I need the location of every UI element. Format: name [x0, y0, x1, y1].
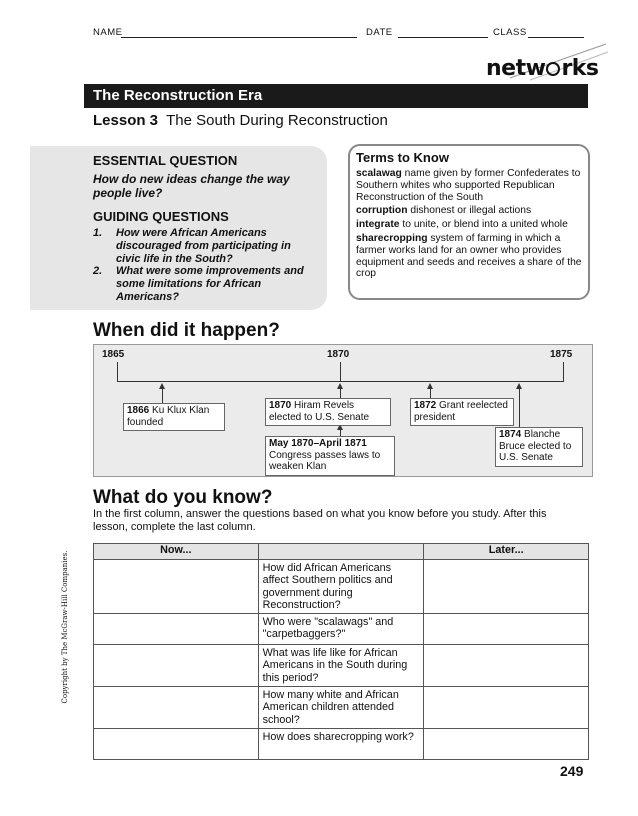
essential-question-heading: ESSENTIAL QUESTION [93, 153, 238, 168]
event-1870: 1870 Hiram Revels elected to U.S. Senate [265, 398, 391, 426]
now-answer-3[interactable] [94, 645, 259, 687]
event-1870-1871: May 1870–April 1871 Congress passes laws to weaken Klan [265, 436, 395, 476]
term-sharecropping: sharecropping system of farming in which a farmer works land for an owner who provides equipment and seeds and receives a share of the crop [356, 232, 582, 280]
now-answer-4[interactable] [94, 687, 259, 729]
question-5: How does sharecropping work? [258, 729, 424, 760]
connector-1874 [519, 389, 520, 427]
copyright-notice: Copyright by The McGraw-Hill Companies. [61, 550, 69, 704]
know-heading: What do you know? [93, 487, 273, 508]
timeline-year-1875: 1875 [550, 349, 573, 360]
term-scalawag: scalawag name given by former Confederates to Southern whites who supported Republican Reconstruction of the South [356, 168, 581, 203]
guiding-q1-num: 1. [93, 227, 103, 239]
date-field[interactable] [398, 27, 488, 38]
know-instructions: In the first column, answer the questions based on what you know before you study. After this lesson, complete the last column. [93, 508, 547, 533]
timeline-tick-1865 [117, 362, 118, 382]
timeline-tick-1875 [563, 362, 564, 382]
connector-1872 [430, 389, 431, 398]
know-table [93, 543, 589, 760]
event-1872: 1872 Grant reelected president [410, 398, 514, 426]
term-integrate: integrate to unite, or blend into a united whole [356, 219, 568, 231]
now-answer-2[interactable] [94, 614, 259, 645]
now-answer-1[interactable] [94, 560, 259, 614]
question-3: What was life like for African Americans in the South during this period? [258, 645, 424, 687]
essential-question-text: How do new ideas change the way people live? [93, 172, 290, 200]
question-4: How many white and African American children attended school? [258, 687, 424, 729]
date-label: DATE [366, 27, 393, 38]
networks-logo: netw rks [486, 56, 599, 81]
question-2: Who were "scalawags" and "carpetbaggers?" [258, 614, 424, 645]
now-answer-5[interactable] [94, 729, 259, 760]
col-question-header [258, 544, 424, 560]
later-answer-3[interactable] [424, 645, 589, 687]
question-1: How did African Americans affect Southern politics and government during Reconstruction? [258, 560, 424, 614]
later-answer-1[interactable] [424, 560, 589, 614]
table-row [94, 614, 589, 645]
timeline-year-1865: 1865 [102, 349, 125, 360]
table-row [94, 729, 589, 760]
col-now-header: Now... [94, 544, 259, 560]
later-answer-5[interactable] [424, 729, 589, 760]
class-label: CLASS [493, 27, 527, 38]
table-row [94, 687, 589, 729]
guiding-questions-heading: GUIDING QUESTIONS [93, 209, 229, 224]
timeline-tick-1870 [340, 362, 341, 382]
connector-1866 [162, 389, 163, 403]
terms-heading: Terms to Know [356, 150, 449, 165]
class-field[interactable] [528, 27, 584, 38]
timeline-year-1870: 1870 [327, 349, 350, 360]
guiding-q2-text: What were some improvements and some limitations for African Americans? [116, 265, 304, 303]
table-row [94, 645, 589, 687]
later-answer-4[interactable] [424, 687, 589, 729]
event-1866: 1866 Ku Klux Klan founded [123, 403, 225, 431]
guiding-q2-num: 2. [93, 265, 103, 277]
later-answer-2[interactable] [424, 614, 589, 645]
guiding-q1-text: How were African Americans discouraged from participating in civic life in the South? [116, 227, 291, 265]
logo-o-icon [546, 62, 560, 76]
name-label: NAME [93, 27, 123, 38]
event-1874: 1874 Blanche Bruce elected to U.S. Senate [495, 427, 583, 467]
unit-title-bar: The Reconstruction Era [84, 84, 588, 108]
col-later-header: Later... [424, 544, 589, 560]
term-corruption: corruption dishonest or illegal actions [356, 205, 532, 217]
terms-to-know-box [348, 144, 590, 300]
page-number: 249 [560, 763, 584, 779]
name-field[interactable] [121, 27, 357, 38]
table-row [94, 560, 589, 614]
when-heading: When did it happen? [93, 320, 280, 341]
lesson-title: Lesson 3 The South During Reconstruction [93, 112, 388, 129]
